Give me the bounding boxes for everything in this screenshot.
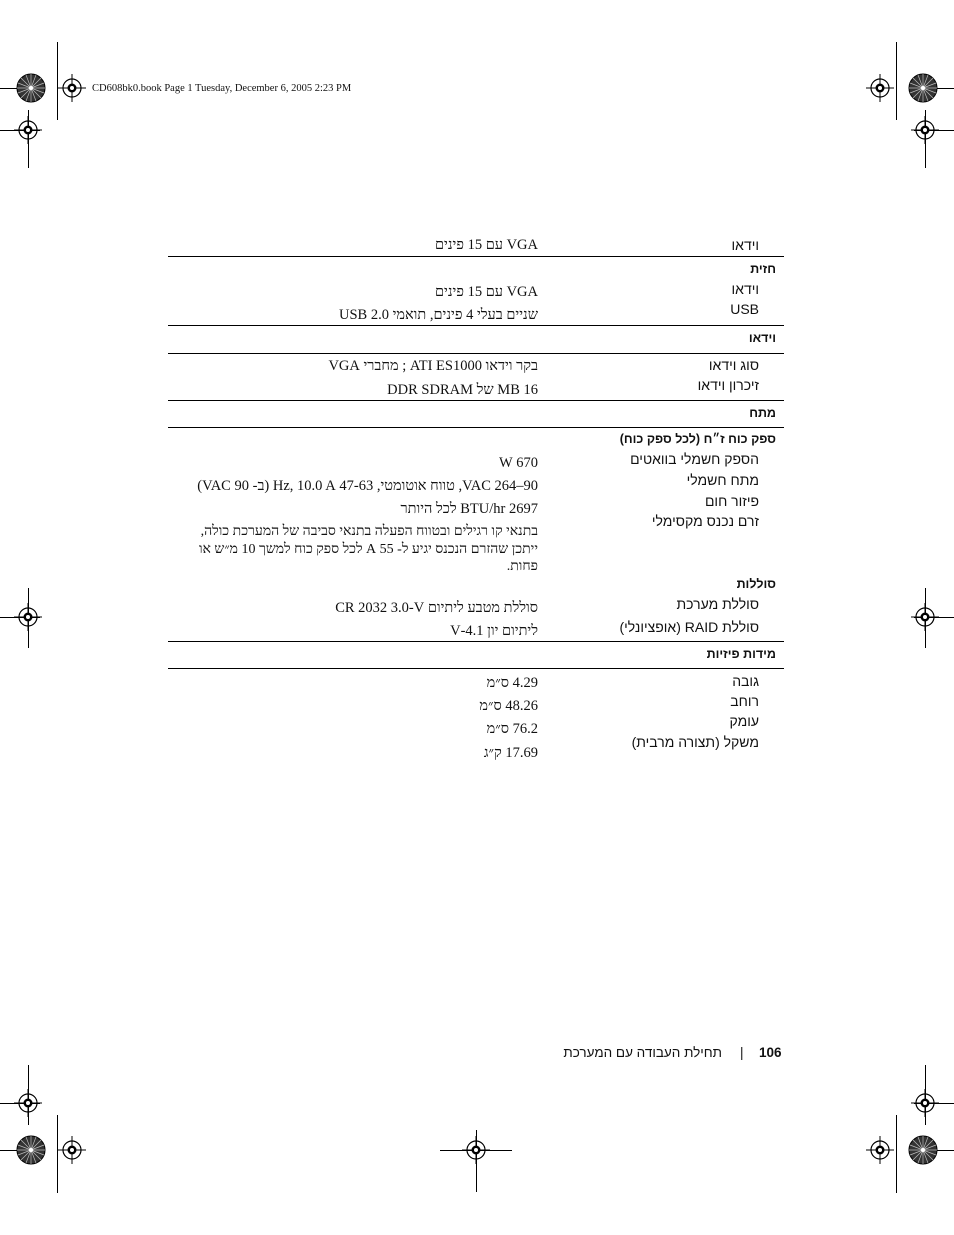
table-rule xyxy=(168,400,784,401)
registration-target-icon xyxy=(866,1136,894,1164)
table-rule xyxy=(168,641,784,642)
spec-value: ליתיום יון 4.1-V xyxy=(450,623,538,639)
spec-value: 48.26 ס״מ xyxy=(479,698,538,714)
section-heading: מתח xyxy=(749,406,776,420)
registration-target-icon xyxy=(14,116,42,144)
spec-value: שניים בעלי 4 פינים, תואמי USB 2.0 xyxy=(338,307,538,323)
registration-target-icon xyxy=(911,1089,939,1117)
spec-value: 17.69 ק״ג xyxy=(483,745,538,761)
registration-star-icon xyxy=(909,74,937,102)
registration-target-icon xyxy=(58,74,86,102)
spec-label: וידאו xyxy=(731,281,759,297)
spec-value: 90–264 VAC, טווח אוטומטי, 47-63 Hz, 10.0 A (ב- 90 VAC) xyxy=(197,478,538,494)
spec-label: סוג וידאו xyxy=(708,357,759,373)
spec-label: סוללת מערכת xyxy=(676,596,759,612)
footer-separator: | xyxy=(740,1045,744,1060)
spec-label: משקל (תצורה מרבית) xyxy=(631,734,759,750)
spec-value: VGA עם 15 פינים xyxy=(434,284,538,300)
page-number: 106 xyxy=(759,1045,782,1060)
section-heading: וידאו xyxy=(748,331,776,345)
registration-target-icon xyxy=(866,74,894,102)
footer-title: תחילת העבודה עם המערכת xyxy=(563,1045,722,1060)
spec-label: וידאו xyxy=(731,237,759,253)
registration-target-icon xyxy=(911,603,939,631)
spec-value: סוללת מטבע ליתיום CR 2032 3.0-V xyxy=(335,600,538,616)
registration-target-icon xyxy=(14,1089,42,1117)
print-slug: CD608bk0.book Page 1 Tuesday, December 6, 2005 2:23 PM xyxy=(92,83,352,94)
spec-label: גובה xyxy=(732,673,759,689)
section-heading: מידות פיזיות xyxy=(706,647,776,661)
spec-label: רוחב xyxy=(730,693,759,709)
registration-star-icon xyxy=(909,1136,937,1164)
table-rule xyxy=(168,325,784,326)
spec-value: בקר וידאו ATI ES1000 ; מחברי VGA xyxy=(328,358,538,374)
registration-target-icon xyxy=(462,1136,490,1164)
section-heading: חזית xyxy=(750,262,776,276)
spec-label: מתח חשמלי xyxy=(686,472,759,488)
spec-value: 2697 BTU/hr לכל היותר xyxy=(400,501,538,517)
subsection-heading: ספק כוח ז״ח (לכל ספק כוח) xyxy=(619,432,776,446)
table-rule xyxy=(168,256,784,257)
spec-label: פיזור חום xyxy=(704,493,759,509)
registration-target-icon xyxy=(58,1136,86,1164)
spec-label: עומק xyxy=(729,713,759,729)
registration-target-icon xyxy=(911,116,939,144)
spec-value: 670 W xyxy=(498,455,538,471)
spec-label: USB xyxy=(730,301,759,317)
spec-value: 76.2 ס״מ xyxy=(486,721,538,737)
table-rule xyxy=(168,427,784,428)
registration-target-icon xyxy=(14,603,42,631)
spec-label: זיכרון וידאו xyxy=(697,377,759,393)
section-heading: סוללות xyxy=(736,577,776,591)
spec-label: זרם נכנס מקסימלי xyxy=(651,513,759,529)
spec-value: VGA עם 15 פינים xyxy=(434,237,538,253)
spec-value-multiline: בתנאי קו רגילים ובטווח הפעלה בתנאי סביבה של המערכת כולה, ייתכן שהזרם הנכנס יגיע ל- 55 A לכל ספק כוח למשך 10 מ״ש או פחות. xyxy=(198,524,538,574)
spec-value: 4.29 ס״מ xyxy=(486,675,538,691)
spec-value: 16 MB של DDR SDRAM xyxy=(387,382,538,398)
spec-label: הספק חשמלי בוואטים xyxy=(630,451,759,467)
registration-star-icon xyxy=(17,1136,45,1164)
table-rule xyxy=(168,353,784,354)
spec-label: סוללת RAID (אופציונלי) xyxy=(619,619,759,635)
registration-star-icon xyxy=(17,74,45,102)
table-rule xyxy=(168,668,784,669)
